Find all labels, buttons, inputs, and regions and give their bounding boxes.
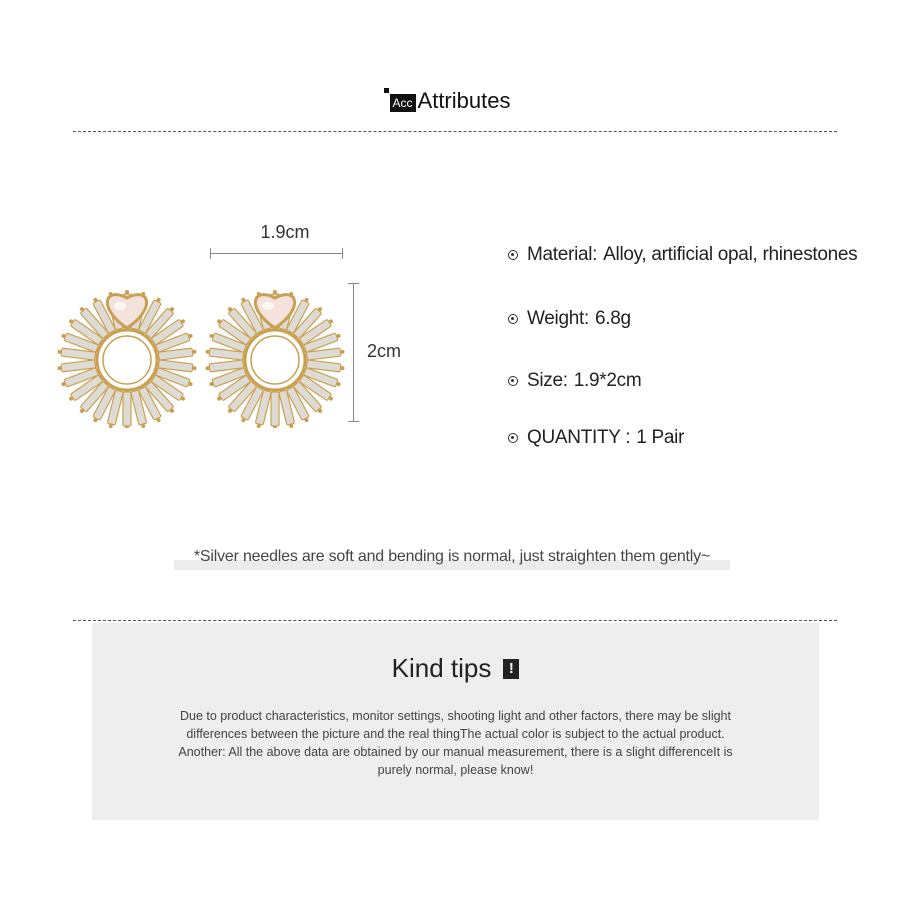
tips-heading bbox=[92, 653, 819, 684]
attribute-size bbox=[508, 370, 641, 392]
bullet-icon bbox=[508, 314, 518, 324]
kind-tips-panel bbox=[92, 623, 819, 820]
tips-title: Kind tips bbox=[391, 653, 492, 683]
tips-body bbox=[132, 707, 779, 779]
badge-dot bbox=[384, 88, 389, 93]
bullet-icon bbox=[508, 250, 518, 260]
attribute-value: 1 Pair bbox=[636, 427, 685, 448]
top-divider bbox=[73, 131, 837, 132]
attribute-material bbox=[508, 244, 857, 266]
attribute-value: 1.9*2cm bbox=[573, 370, 642, 391]
earring-image-right bbox=[205, 278, 345, 428]
attribute-value: 6.8g bbox=[594, 308, 631, 329]
acc-badge bbox=[390, 94, 416, 112]
height-dimension-line bbox=[353, 283, 354, 422]
bullet-icon bbox=[508, 433, 518, 443]
section-header bbox=[0, 88, 900, 114]
attribute-weight bbox=[508, 308, 631, 330]
tips-line: differences between the picture and the real thingThe actual color is subject to the actual product. bbox=[186, 727, 725, 741]
attribute-value: Alloy, artificial opal, rhinestones bbox=[603, 244, 858, 265]
height-dimension-label: 2cm bbox=[367, 341, 402, 361]
exclamation-icon: ! bbox=[503, 659, 519, 679]
width-dimension-line bbox=[210, 253, 343, 254]
page-title: Attributes bbox=[417, 88, 511, 113]
attribute-key: Weight: bbox=[527, 308, 589, 329]
tips-line: purely normal, please know! bbox=[377, 763, 534, 777]
attribute-key: Material: bbox=[527, 244, 598, 265]
care-note: *Silver needles are soft and bending is normal, just straighten them gently~ bbox=[193, 548, 711, 565]
earring-image-left bbox=[57, 278, 197, 428]
attribute-key: Size: bbox=[527, 370, 568, 391]
width-dimension-label: 1.9cm bbox=[260, 222, 310, 242]
attribute-key: QUANTITY : bbox=[527, 427, 631, 448]
tips-line: Due to product characteristics, monitor settings, shooting light and other factors, there may be slight bbox=[180, 709, 731, 723]
bullet-icon bbox=[508, 376, 518, 386]
middle-divider bbox=[73, 620, 837, 621]
tips-line: Another: All the above data are obtained by our manual measurement, there is a slight differenceIt is bbox=[178, 745, 733, 759]
badge-label: Acc bbox=[392, 96, 413, 110]
attribute-quantity bbox=[508, 427, 684, 449]
